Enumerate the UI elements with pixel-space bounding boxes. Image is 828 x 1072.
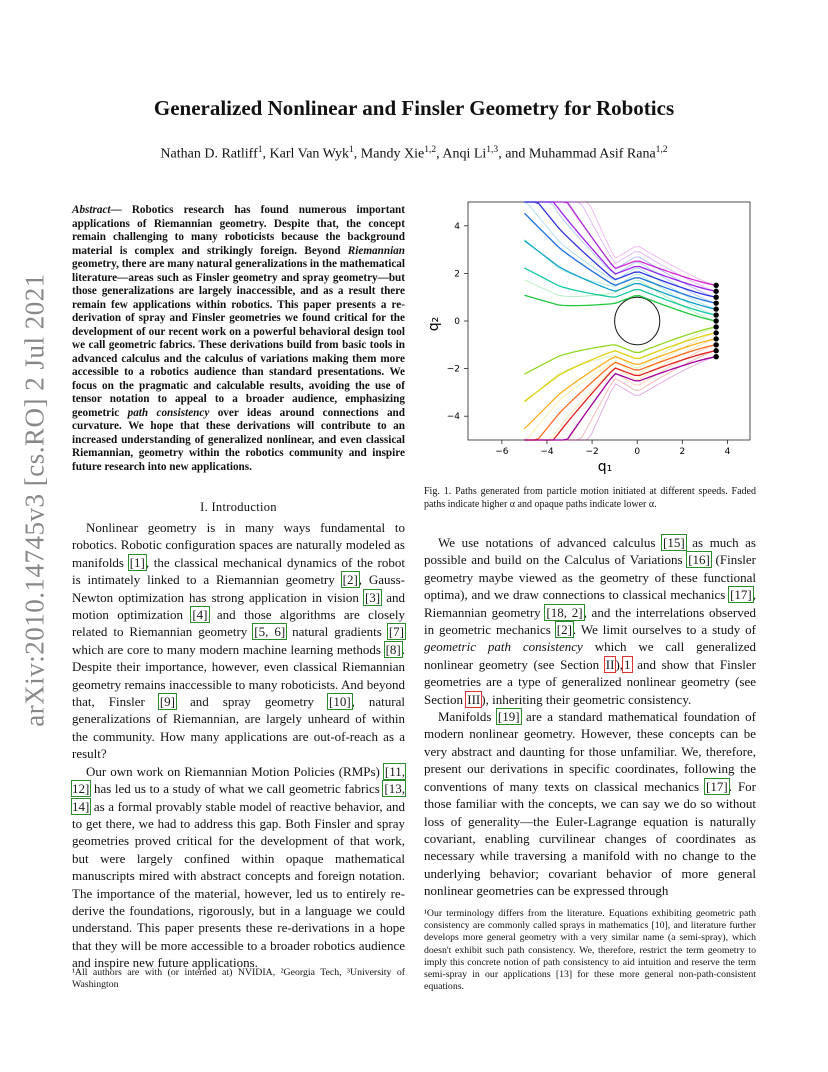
author: Anqi Li bbox=[442, 146, 487, 162]
start-point bbox=[713, 306, 718, 311]
author: Karl Van Wyk bbox=[269, 146, 350, 162]
author-affiliation: 1 bbox=[349, 145, 354, 155]
start-point bbox=[713, 318, 718, 323]
citation-link[interactable]: [17] bbox=[730, 587, 752, 603]
citation-link[interactable]: [11, 12] bbox=[72, 763, 405, 797]
citation-link[interactable]: [18, 2] bbox=[546, 604, 583, 620]
start-point bbox=[713, 283, 718, 288]
citation-link[interactable]: [3] bbox=[364, 589, 381, 605]
x-tick-label: −4 bbox=[540, 447, 554, 457]
citation-link[interactable]: [2] bbox=[342, 572, 358, 588]
author-affiliation: 1 bbox=[257, 145, 263, 155]
section-heading: I. Introduction bbox=[200, 500, 277, 514]
citation-link[interactable]: [17] bbox=[706, 778, 728, 794]
start-point bbox=[713, 324, 718, 329]
intro-body-left bbox=[72, 519, 405, 972]
author-separator: , bbox=[353, 146, 361, 162]
author: Muhammad Asif Rana bbox=[528, 146, 656, 162]
author-separator: , bbox=[262, 146, 270, 162]
start-point bbox=[713, 354, 718, 359]
author-affiliation: 1,2 bbox=[655, 145, 668, 155]
arxiv-identifier: arXiv:2010.14745v3 [cs.RO] 2 Jul 2021 bbox=[19, 273, 50, 727]
start-point bbox=[713, 300, 718, 305]
footnote-link[interactable]: 1 bbox=[624, 656, 631, 672]
citation-link[interactable]: [1] bbox=[129, 554, 145, 570]
citation-link[interactable]: [8] bbox=[385, 641, 401, 657]
section-link[interactable]: II bbox=[605, 656, 615, 672]
start-point bbox=[713, 336, 718, 341]
author-separator: , and bbox=[498, 146, 529, 162]
start-point bbox=[713, 330, 718, 335]
x-tick-label: 4 bbox=[724, 447, 731, 457]
y-tick-label: 2 bbox=[454, 269, 460, 280]
abstract-emphasis-1: Riemannian bbox=[347, 244, 405, 257]
start-point bbox=[713, 295, 718, 300]
y-tick-label: 0 bbox=[454, 317, 460, 327]
y-tick-label: −4 bbox=[446, 412, 460, 423]
citation-link[interactable]: [16] bbox=[688, 552, 710, 568]
start-point bbox=[713, 312, 718, 317]
y-tick-label: −2 bbox=[446, 364, 460, 375]
abstract-label: Abstract bbox=[72, 204, 111, 216]
x-axis-label: q₁ bbox=[597, 459, 613, 475]
figure-1-plot bbox=[424, 196, 758, 478]
start-point bbox=[713, 348, 718, 353]
x-tick-label: 2 bbox=[679, 447, 686, 457]
citation-link[interactable]: [13, 14] bbox=[72, 781, 405, 814]
abstract-emphasis-2: path consistency bbox=[127, 406, 210, 419]
y-axis-label: q₂ bbox=[426, 316, 442, 332]
figure-caption: Fig. 1. Paths generated from particle motion initiated at different speeds. Faded paths indicate higher α and opaque paths indicate lower α. bbox=[424, 486, 756, 510]
paragraph: Manifolds [19] are a standard mathematical foundation of modern nonlinear geometry. However, these concepts can be very abstract and daunting for those unfamiliar. We, therefore, present our derivations in specific coordinates, following the conventions of many texts on classical mechanics [17]. For those familiar with the concepts, we can say we do so without loss of generality—the Euler-Lagrange equation is naturally covariant, enabling curvilinear changes of coordinates as necessary while traversing a manifold with no change to the underlying behavior; covariant behavior of more general nonlinear geometries can be expressed through bbox=[424, 709, 757, 899]
author: Mandy Xie bbox=[360, 146, 425, 162]
paragraph: We use notations of advanced calculus [15] as much as possible and build on the Calculus of Variations [16] (Finsler geometry maybe viewed as the geometry of these functional optima), and we draw connections to classical mechanics [17], Riemannian geometry [18, 2], and the interrelations observed in geometric mechanics [2]. We limit ourselves to a study of geometric path consistency which we call generalized nonlinear geometry (see Section II),1 and show that Finsler geometries are a type of generalized nonlinear geometry (see Section III), inheriting their geometric consistency. bbox=[424, 535, 757, 707]
author-separator: , bbox=[436, 146, 443, 162]
y-tick-label: 4 bbox=[454, 221, 460, 232]
paper-title: Generalized Nonlinear and Finsler Geometry for Robotics bbox=[153, 96, 675, 120]
citation-link[interactable]: [4] bbox=[192, 607, 208, 623]
author-affiliation: 1,3 bbox=[486, 145, 499, 155]
paragraph: Nonlinear geometry is in many ways fundamental to robotics. Robotic configuration spaces are naturally modeled as manifolds [1], the classical mechanical dynamics of the robot is intimately linked to a Riemannian geometry [2], Gauss-Newton optimization has strong application in vision [3] and motion optimization [4] and those algorithms are closely related to Riemannian geometry [5, 6] natural gradients [7] which are core to many modern machine learning methods [8]. Despite their importance, however, even classical Riemannian geometry remains inaccessible to many roboticists. And beyond that, Finsler [9] and spray geometry [10], natural generalizations of Riemannian, are largely unheard of within the community. How many applications are out-of-reach as a result? bbox=[72, 520, 406, 762]
citation-link[interactable]: [10] bbox=[329, 694, 351, 710]
footnote-terminology: ¹Our terminology differs from the literature. Equations exhibiting geometric path consistency are commonly called sprays in mathematics [10], and literature further develops more general geometry with a very similar name (a semi-spray), which doesn't exhibit such path consistency. We, therefore, restrict the term geometry to imply this concrete notion of path consistency to aid intuition and reserve the term semi-spray in our applications [13] for these more general non-path-consistent equations. bbox=[424, 908, 756, 993]
citation-link[interactable]: [2] bbox=[556, 622, 572, 638]
abstract bbox=[72, 204, 405, 474]
footnote-affiliations: ¹All authors are with (or interned at) NVIDIA, ²Georgia Tech, ³University of Washington bbox=[72, 967, 405, 991]
citation-link[interactable]: [7] bbox=[388, 624, 405, 640]
intro-body-right bbox=[424, 534, 756, 900]
start-point bbox=[713, 289, 718, 294]
plot-frame bbox=[468, 202, 750, 440]
author-affiliation: 1,2 bbox=[424, 145, 437, 155]
citation-link[interactable]: [5, 6] bbox=[254, 624, 286, 640]
section-link[interactable]: III bbox=[467, 691, 481, 707]
citation-link[interactable]: [9] bbox=[159, 694, 176, 710]
abstract-text-2: geometry, there are many natural generalizations in the mathematical literature—areas such as Finsler geometry and spray geometry—but those generalizations are largely inaccessible, and as a result there remain few applications within robotics. This paper presents a re-derivation of spray and Finsler geometries we found critical for the development of our recent work on a powerful behavioral design tool we call geometric fabrics. These derivations build from basic tools in advanced calculus and the calculus of variations making them more accessible to a robotics audience than standard presentations. We focus on the pragmatic and calculable results, avoiding the use of tensor notation to appeal to a broader audience, emphasizing geometric bbox=[72, 258, 405, 419]
citation-link[interactable]: [19] bbox=[497, 709, 520, 725]
author-list bbox=[60, 145, 768, 163]
arxiv-sidebar bbox=[0, 0, 60, 1072]
x-tick-label: −6 bbox=[495, 447, 509, 457]
paragraph: Our own work on Riemannian Motion Policies (RMPs) [11, 12] has led us to a study of what we call geometric fabrics [13, 14] as a formal provably stable model of reactive behavior, and to get there, we had to address this gap. Both Finsler and spray geometries proved critical for the development of that work, but were largely confined within opaque mathematical manuscripts mired with abstract concepts and foreign notation. The importance of the material, however, led us to entirely re-derive the foundations, rigorously, but in a language we could understand. This paper presents these re-derivations in a hope that they will be more accessible to a broader robotics audience and inspire new future applications. bbox=[72, 763, 405, 971]
author: Nathan D. Ratliff bbox=[160, 146, 258, 162]
citation-link[interactable]: [15] bbox=[663, 535, 685, 550]
start-point bbox=[713, 342, 718, 347]
x-tick-label: 0 bbox=[634, 447, 641, 457]
x-tick-label: −2 bbox=[585, 447, 599, 457]
abstract-text-3: over ideas around connections and curvature. We hope that these derivations will contribute to an increased understanding of generalized nonlinear, and even classical Riemannian, geometry within the robotics community and inspire future research into new applications. bbox=[72, 406, 405, 473]
abstract-text-1: — Robotics research has found numerous important applications of Riemannian geometry. Despite that, the concept remain challenging to many roboticists because the background material is complex and strikingly foreign. Beyond bbox=[72, 204, 405, 257]
